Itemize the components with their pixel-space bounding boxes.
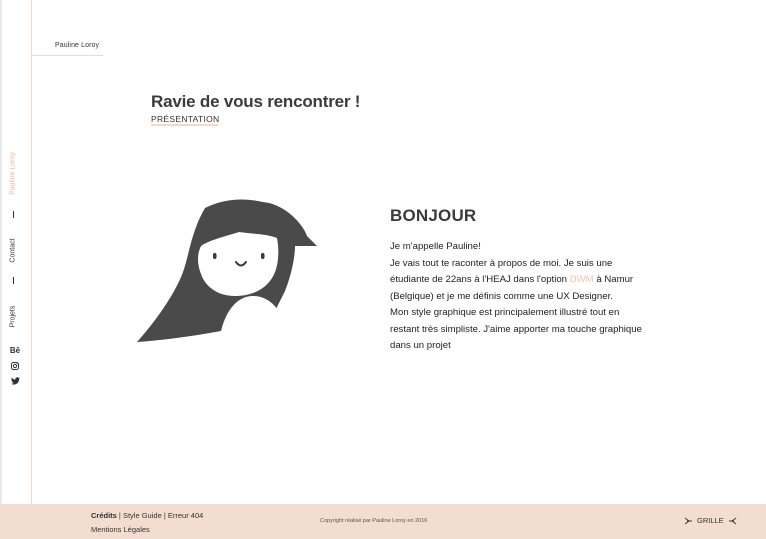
frame-vertical-line bbox=[31, 0, 32, 504]
intro-line: (Belgique) et je me définis comme une UX Designer. bbox=[390, 290, 613, 302]
nav-item-contact[interactable]: Contact bbox=[9, 238, 17, 263]
nav-item-pauline-loroy[interactable]: Pauline Loroy bbox=[9, 152, 17, 195]
frame-horizontal-line bbox=[31, 55, 103, 56]
footer-links bbox=[91, 511, 203, 520]
nav-separator bbox=[13, 211, 14, 218]
intro-text bbox=[390, 239, 690, 355]
page-subtitle: PRÉSENTATION bbox=[151, 114, 220, 124]
credits-label: Crédits bbox=[91, 511, 117, 520]
intro-line: restant très simpliste. J'aime apporter ma touche graphique bbox=[390, 323, 642, 335]
twitter-icon[interactable] bbox=[9, 377, 21, 387]
grid-toggle-button[interactable] bbox=[684, 516, 737, 525]
grid-toggle-label: GRILLE bbox=[697, 516, 724, 525]
subtitle-underline bbox=[151, 124, 218, 126]
arrow-right-icon bbox=[684, 517, 693, 525]
intro-line: Je vais tout te raconter à propos de moi. Je suis une bbox=[390, 257, 613, 269]
intro-line: dans un projet bbox=[390, 340, 451, 351]
copyright-text: Copyright réalisé par Pauline Loroy en 2016 bbox=[320, 518, 428, 524]
intro-line-part: étudiante de 22ans à l'HEAJ dans l'option bbox=[390, 274, 570, 285]
page-title: Ravie de vous rencontrer ! bbox=[151, 92, 361, 111]
avatar-illustration bbox=[135, 196, 319, 346]
footer-separator: | bbox=[161, 511, 168, 520]
nav-item-projets[interactable]: Projets bbox=[9, 305, 17, 328]
dwm-highlight: DWM bbox=[569, 274, 594, 285]
nav-separator bbox=[13, 277, 14, 284]
arrow-left-icon bbox=[728, 517, 737, 525]
style-guide-link[interactable]: Style Guide bbox=[122, 511, 162, 520]
legal-notice-link[interactable]: Mentions Légales bbox=[91, 525, 150, 534]
instagram-icon[interactable] bbox=[9, 362, 21, 372]
intro-line bbox=[390, 272, 690, 289]
right-edge-divider bbox=[0, 0, 2, 539]
footer-separator: | bbox=[116, 511, 123, 520]
behance-icon[interactable]: Bē bbox=[9, 346, 21, 355]
intro-line: Je m'appelle Pauline! bbox=[390, 241, 481, 252]
site-name-link[interactable]: Pauline Loroy bbox=[55, 42, 100, 49]
credits-link[interactable] bbox=[91, 511, 117, 520]
error-404-link[interactable]: Erreur 404 bbox=[167, 511, 204, 520]
intro-heading: BONJOUR bbox=[390, 206, 477, 225]
intro-line-part: à Namur bbox=[593, 274, 634, 285]
intro-line: Mon style graphique est principalement illustré tout en bbox=[390, 307, 620, 318]
